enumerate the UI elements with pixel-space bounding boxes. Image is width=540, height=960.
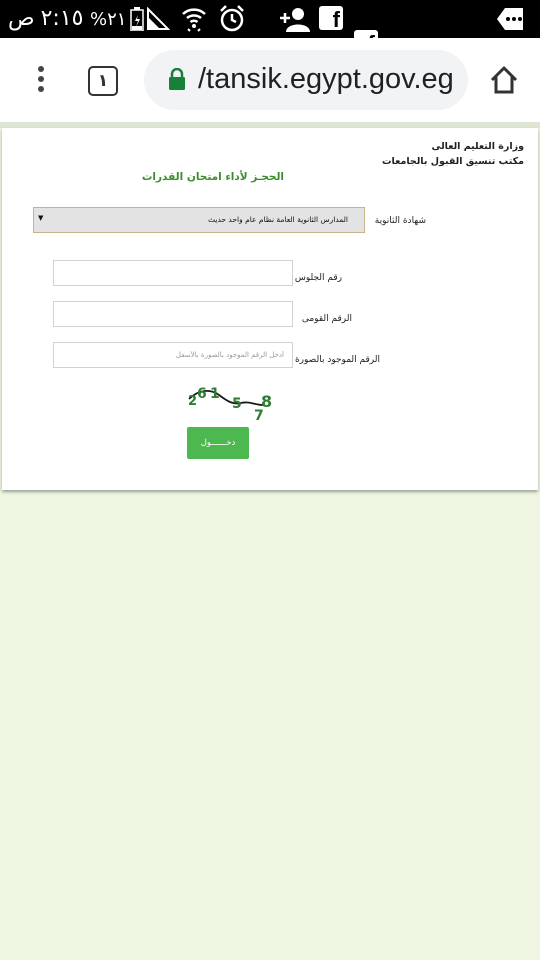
certificate-select[interactable] (33, 207, 365, 233)
battery-percent: %٢١ (90, 8, 127, 30)
reservation-form-card (2, 128, 538, 490)
cell-signal-icon (146, 7, 170, 31)
battery-icon (130, 7, 144, 31)
status-clock (8, 5, 83, 33)
lock-icon (168, 68, 186, 90)
office-title: مكتب تنسيق القبول بالجامعات (381, 156, 524, 167)
status-bar (0, 0, 540, 38)
national-id-label: الرقم القومى (301, 314, 352, 324)
wifi-signal-icon (180, 5, 208, 33)
captcha-digit: 5 (232, 396, 242, 412)
home-icon[interactable] (488, 64, 520, 96)
dropdown-arrow-icon: ▼ (38, 214, 44, 222)
add-person-icon (280, 6, 310, 32)
tab-switcher-button[interactable]: ١ (88, 66, 118, 96)
captcha-input[interactable] (53, 342, 293, 368)
alarm-icon (219, 5, 245, 33)
captcha-digit: 6 (197, 386, 207, 402)
captcha-digit: 1 (210, 386, 220, 402)
menu-icon[interactable] (36, 66, 46, 96)
status-time: ٢:١٥ (40, 6, 84, 31)
certificate-selected-value: المدارس الثانوية العامة نظام عام واحد حديث (208, 215, 348, 224)
ministry-title: وزارة التعليم العالى (431, 141, 524, 152)
certificate-label: شهادة الثانوية (374, 216, 426, 226)
captcha-digit: 7 (254, 408, 264, 423)
captcha-image (185, 383, 281, 423)
form-heading: الحجـز لأداء امتحان القدرات (141, 171, 284, 183)
url-text: /tansik.egypt.gov.eg (198, 63, 454, 95)
captcha-label: الرقم الموجود بالصورة (294, 355, 380, 365)
captcha-digit: 2 (188, 394, 198, 409)
address-bar[interactable] (144, 50, 468, 110)
facebook-icon (319, 6, 343, 30)
captcha-digit: 8 (261, 392, 273, 411)
web-page (0, 122, 540, 960)
login-button[interactable]: دخــــــول (187, 427, 249, 459)
browser-toolbar (0, 38, 540, 123)
notification-more-icon (496, 7, 524, 31)
seat-number-label: رقم الجلوس (294, 273, 342, 283)
national-id-input[interactable] (53, 301, 293, 327)
seat-number-input[interactable] (53, 260, 293, 286)
status-ampm: ص (8, 6, 35, 31)
status-battery (90, 5, 144, 33)
